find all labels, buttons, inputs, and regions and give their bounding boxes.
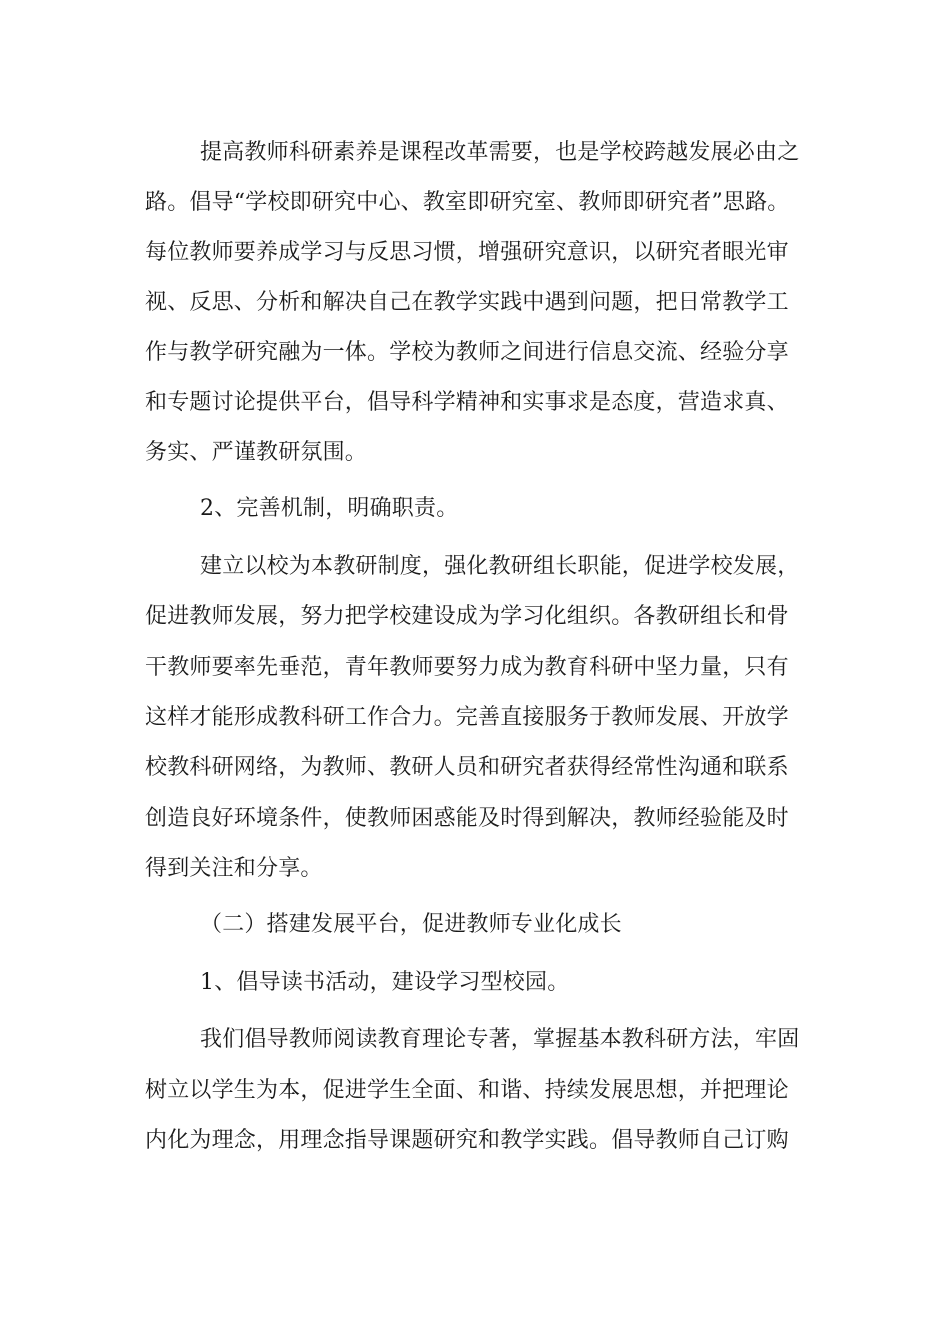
paragraph-line: 校教科研网络，为教师、教研人员和研究者获得经常性沟通和联系 bbox=[145, 755, 789, 780]
paragraph-line: 提高教师科研素养是课程改革需要，也是学校跨越发展必由之 bbox=[200, 140, 800, 165]
paragraph-line: 这样才能形成教科研工作合力。完善直接服务于教师发展、开放学 bbox=[145, 705, 789, 730]
section-heading: 1、倡导读书活动，建设学习型校园。 bbox=[200, 970, 570, 995]
paragraph-line: 务实、严谨教研氛围。 bbox=[145, 440, 368, 465]
paragraph-line: 我们倡导教师阅读教育理论专著，掌握基本教科研方法，牢固 bbox=[200, 1027, 800, 1052]
paragraph-line: 建立以校为本教研制度，强化教研组长职能，促进学校发展， bbox=[200, 554, 800, 579]
paragraph-line: 和专题讨论提供平台，倡导科学精神和实事求是态度，营造求真、 bbox=[145, 390, 789, 415]
paragraph-line: 作与教学研究融为一体。学校为教师之间进行信息交流、经验分享 bbox=[145, 340, 789, 365]
paragraph-line: 内化为理念，用理念指导课题研究和教学实践。倡导教师自己订购 bbox=[145, 1128, 789, 1153]
section-heading: （二）搭建发展平台，促进教师专业化成长 bbox=[200, 912, 622, 937]
paragraph-line: 创造良好环境条件，使教师困惑能及时得到解决，教师经验能及时 bbox=[145, 806, 789, 831]
paragraph-line: 路。倡导“学校即研究中心、教室即研究室、教师即研究者”思路。 bbox=[145, 190, 790, 215]
paragraph-line: 促进教师发展，努力把学校建设成为学习化组织。各教研组长和骨 bbox=[145, 604, 789, 629]
paragraph-line: 视、反思、分析和解决自己在教学实践中遇到问题，把日常教学工 bbox=[145, 290, 789, 315]
section-heading: 2、完善机制，明确职责。 bbox=[200, 496, 459, 521]
paragraph-line: 每位教师要养成学习与反思习惯，增强研究意识，以研究者眼光审 bbox=[145, 240, 789, 265]
paragraph-line: 树立以学生为本，促进学生全面、和谐、持续发展思想，并把理论 bbox=[145, 1078, 789, 1103]
paragraph-line: 得到关注和分享。 bbox=[145, 856, 323, 881]
paragraph-line: 干教师要率先垂范，青年教师要努力成为教育科研中坚力量，只有 bbox=[145, 655, 789, 680]
